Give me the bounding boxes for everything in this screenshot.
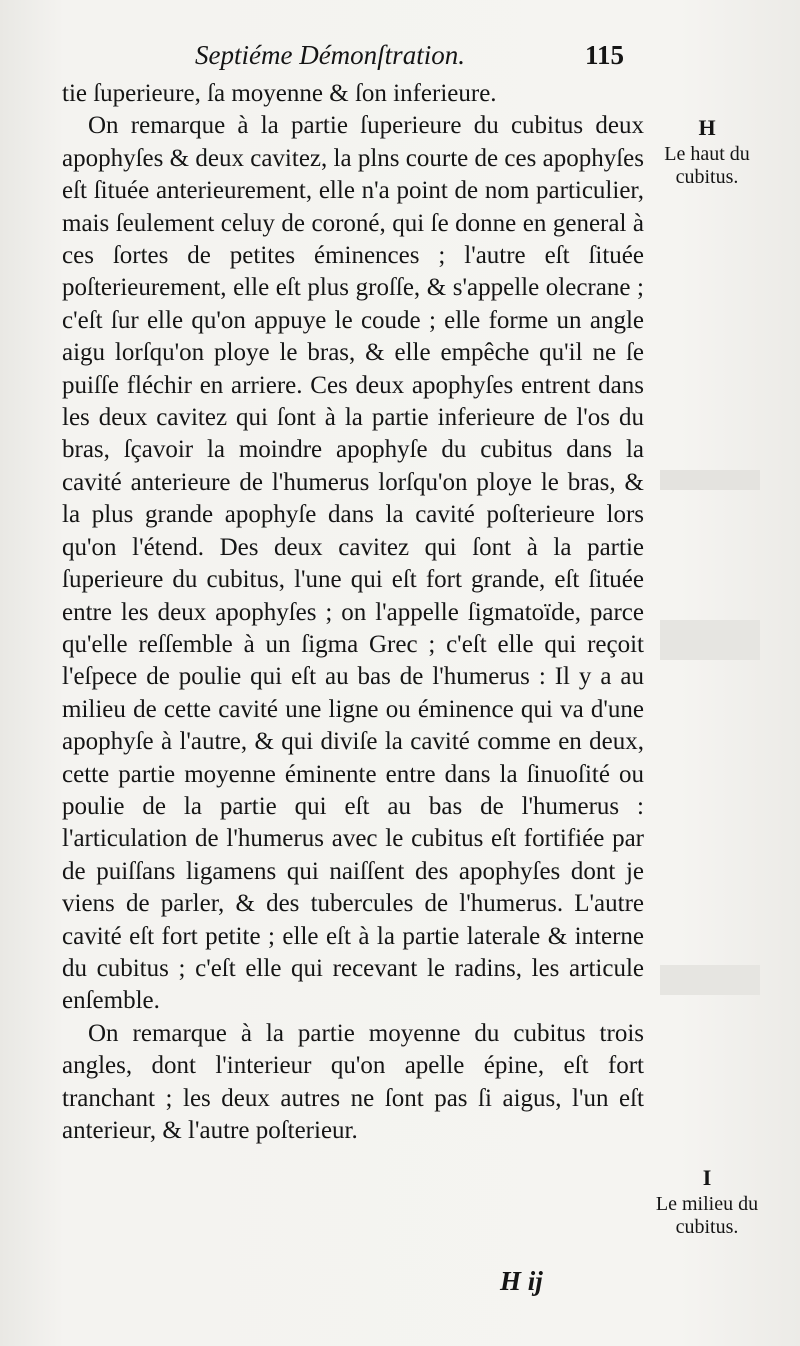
show-through-mark bbox=[660, 965, 760, 995]
margin-note-h bbox=[648, 116, 766, 189]
running-title: Septiéme Démonſtration. bbox=[195, 40, 465, 70]
paragraph: On remarque à la partie ſuperieure du cubitus deux apophyſes & deux cavitez, la plns courte de ces apophyſes eſt ſituée anterieurement, elle n'a point de nom particulier, mais ſeulement celuy de coroné, qui ſe donne en general à ces ſortes de petites éminences ; l'autre eſt ſituée poſterieurement, elle eſt plus groſſe, & s'appelle olecrane ; c'eſt ſur elle qu'on appuye le coude ; elle forme un angle aigu lorſqu'on ploye le bras, & elle empêche qu'il ne ſe puiſſe fléchir en arriere. Ces deux apophyſes entrent dans les deux cavitez qui ſont à la partie inferieure de l'os du bras, ſçavoir la moindre apophyſe du cubitus dans la cavité anterieure de l'humerus lorſqu'on ploye le bras, & la plus grande apophyſe dans la cavité poſterieure lors qu'on l'étend. Des deux cavitez qui ſont à la partie ſuperieure du cubitus, l'une qui eſt fort grande, eſt ſituée entre les deux apophyſes ; on l'appelle ſigmatoïde, parce qu'elle reſſemble à un ſigma Grec ; c'eſt elle qui reçoit l'eſpece de poulie qui eſt au bas de l'humerus : Il y a au milieu de cette cavité une ligne ou éminence qui va d'une apophyſe à l'autre, & qui diviſe la cavité comme en deux, cette partie moyenne éminente entre dans la ſinuoſité ou poulie de la partie qui eſt au bas de l'humerus : l'articulation de l'humerus avec le cubitus eſt fortifiée par de puiſſans ligamens qui naiſſent des apophyſes dont je viens de parler, & des tubercules de l'humerus. L'autre cavité eſt fort petite ; elle eſt à la partie laterale & interne du cubitus ; c'eſt elle qui recevant le radins, les articule enſemble. bbox=[62, 112, 644, 1015]
page-number: 115 bbox=[585, 40, 625, 70]
margin-note-text: Le milieu du cubitus. bbox=[655, 1193, 759, 1238]
margin-note-letter: I bbox=[702, 1165, 712, 1190]
margin-note-text: Le haut du cubitus. bbox=[664, 143, 750, 188]
paragraph: On remarque à la partie moyenne du cubitus trois angles, dont l'interieur qu'on apelle épine, eſt fort tranchant ; les deux autres ne ſont pas ſi aigus, l'un eſt anterieur, & l'autre poſterieur. bbox=[62, 1019, 644, 1144]
signature-mark: H ij bbox=[500, 1266, 543, 1296]
margin-note-i bbox=[648, 1166, 766, 1239]
show-through-mark bbox=[660, 620, 760, 660]
body-text bbox=[62, 78, 644, 1147]
show-through-mark bbox=[660, 470, 760, 490]
paragraph: tie ſuperieure, ſa moyenne & ſon inferieure. bbox=[62, 80, 497, 107]
margin-note-letter: H bbox=[698, 115, 716, 140]
